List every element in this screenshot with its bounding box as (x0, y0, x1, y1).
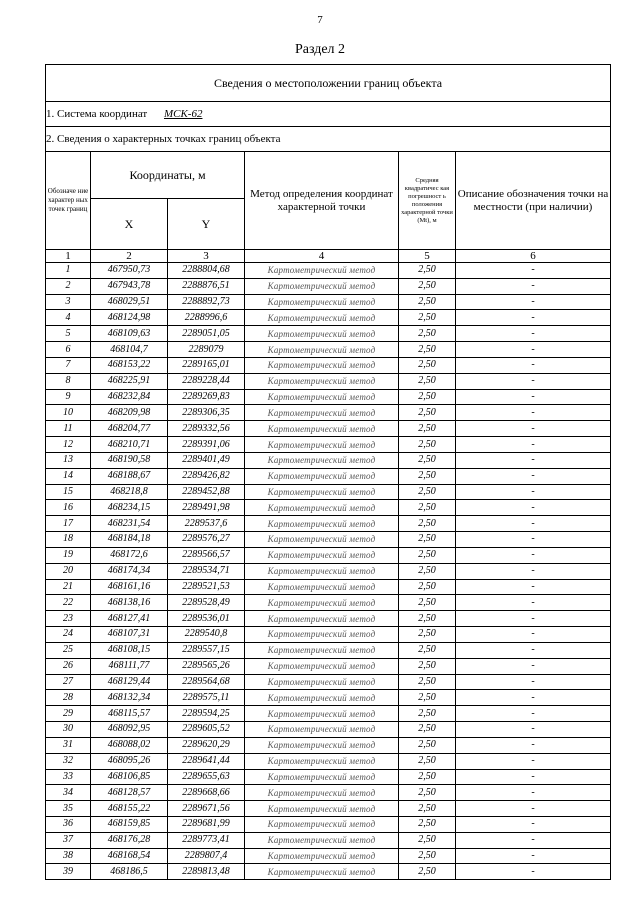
method-cell: Картометрический метод (245, 389, 399, 405)
error-cell: 2,50 (399, 658, 456, 674)
coord-y: 2289564,68 (168, 674, 245, 690)
table-row (46, 595, 611, 611)
coord-y: 2288996,6 (168, 310, 245, 326)
error-cell: 2,50 (399, 310, 456, 326)
method-cell: Картометрический метод (245, 595, 399, 611)
method-cell: Картометрический метод (245, 627, 399, 643)
point-number: 4 (46, 310, 91, 326)
coord-y: 2289306,35 (168, 405, 245, 421)
table-row (46, 627, 611, 643)
point-number: 12 (46, 437, 91, 453)
error-cell: 2,50 (399, 706, 456, 722)
coord-x: 468209,98 (91, 405, 168, 421)
coord-x: 468128,57 (91, 785, 168, 801)
description-cell: - (456, 785, 611, 801)
table-row (46, 706, 611, 722)
coord-x: 468108,15 (91, 642, 168, 658)
description-cell: - (456, 658, 611, 674)
coord-x: 468232,84 (91, 389, 168, 405)
method-cell: Картометрический метод (245, 563, 399, 579)
header-method: Метод определения координат характерной точки (245, 152, 399, 250)
method-cell: Картометрический метод (245, 658, 399, 674)
coord-x: 468218,8 (91, 484, 168, 500)
point-number: 5 (46, 326, 91, 342)
coord-y: 2289813,48 (168, 864, 245, 880)
error-cell: 2,50 (399, 357, 456, 373)
coord-y: 2289426,82 (168, 468, 245, 484)
error-cell: 2,50 (399, 563, 456, 579)
method-cell: Картометрический метод (245, 832, 399, 848)
table-row (46, 832, 611, 848)
error-cell: 2,50 (399, 484, 456, 500)
error-cell: 2,50 (399, 832, 456, 848)
point-number: 22 (46, 595, 91, 611)
column-number: 5 (399, 250, 456, 263)
table-row (46, 342, 611, 358)
column-number: 3 (168, 250, 245, 263)
coord-x: 468159,85 (91, 816, 168, 832)
points-section-label: 2. Сведения о характерных точках границ объекта (46, 127, 611, 152)
table-row (46, 405, 611, 421)
description-cell: - (456, 389, 611, 405)
coord-x: 468174,34 (91, 563, 168, 579)
coord-x: 468127,41 (91, 611, 168, 627)
coord-x: 468210,71 (91, 437, 168, 453)
method-cell: Картометрический метод (245, 642, 399, 658)
table-row (46, 263, 611, 279)
coord-x: 468161,16 (91, 579, 168, 595)
table-row (46, 468, 611, 484)
method-cell: Картометрический метод (245, 373, 399, 389)
method-cell: Картометрический метод (245, 326, 399, 342)
method-cell: Картометрический метод (245, 547, 399, 563)
error-cell: 2,50 (399, 785, 456, 801)
coord-x: 468184,18 (91, 532, 168, 548)
coord-y: 2289536,01 (168, 611, 245, 627)
coord-x: 468088,02 (91, 737, 168, 753)
column-number: 4 (245, 250, 399, 263)
coordinate-system-value: МСК-62 (163, 108, 203, 120)
coord-x: 468115,57 (91, 706, 168, 722)
coord-y: 2288892,73 (168, 294, 245, 310)
method-cell: Картометрический метод (245, 452, 399, 468)
description-cell: - (456, 326, 611, 342)
error-cell: 2,50 (399, 816, 456, 832)
coord-y: 2289671,56 (168, 801, 245, 817)
description-cell: - (456, 310, 611, 326)
coord-y: 2289681,99 (168, 816, 245, 832)
error-cell: 2,50 (399, 674, 456, 690)
description-cell: - (456, 357, 611, 373)
coordinate-system-row (46, 102, 611, 127)
error-cell: 2,50 (399, 389, 456, 405)
coord-y: 2289594,25 (168, 706, 245, 722)
table-row (46, 753, 611, 769)
description-cell: - (456, 832, 611, 848)
point-number: 13 (46, 452, 91, 468)
description-cell: - (456, 437, 611, 453)
table-row (46, 547, 611, 563)
description-cell: - (456, 737, 611, 753)
point-number: 29 (46, 706, 91, 722)
method-cell: Картометрический метод (245, 722, 399, 738)
description-cell: - (456, 500, 611, 516)
coord-x: 468231,54 (91, 516, 168, 532)
table-row (46, 769, 611, 785)
table-row (46, 642, 611, 658)
description-cell: - (456, 769, 611, 785)
coord-x: 468111,77 (91, 658, 168, 674)
error-cell: 2,50 (399, 611, 456, 627)
method-cell: Картометрический метод (245, 484, 399, 500)
coord-y: 2288804,68 (168, 263, 245, 279)
error-cell: 2,50 (399, 516, 456, 532)
point-number: 8 (46, 373, 91, 389)
method-cell: Картометрический метод (245, 532, 399, 548)
coord-y: 2289269,83 (168, 389, 245, 405)
coord-x: 468153,22 (91, 357, 168, 373)
method-cell: Картометрический метод (245, 421, 399, 437)
coord-y: 2289540,8 (168, 627, 245, 643)
point-number: 7 (46, 357, 91, 373)
error-cell: 2,50 (399, 405, 456, 421)
coord-y: 2289537,6 (168, 516, 245, 532)
coord-x: 468188,67 (91, 468, 168, 484)
description-cell: - (456, 294, 611, 310)
column-number: 6 (456, 250, 611, 263)
table-row (46, 452, 611, 468)
method-cell: Картометрический метод (245, 342, 399, 358)
coord-y: 2289773,41 (168, 832, 245, 848)
point-number: 25 (46, 642, 91, 658)
error-cell: 2,50 (399, 722, 456, 738)
error-cell: 2,50 (399, 532, 456, 548)
coord-x: 468225,91 (91, 373, 168, 389)
table-row (46, 658, 611, 674)
error-cell: 2,50 (399, 848, 456, 864)
point-number: 33 (46, 769, 91, 785)
table-row (46, 816, 611, 832)
coord-y: 2289641,44 (168, 753, 245, 769)
method-cell: Картометрический метод (245, 674, 399, 690)
description-cell: - (456, 674, 611, 690)
error-cell: 2,50 (399, 500, 456, 516)
description-cell: - (456, 532, 611, 548)
point-number: 14 (46, 468, 91, 484)
point-number: 26 (46, 658, 91, 674)
header-point-id: Обозначе ние характер ных точек границ (46, 152, 91, 250)
point-number: 3 (46, 294, 91, 310)
coord-y: 2289575,11 (168, 690, 245, 706)
point-number: 16 (46, 500, 91, 516)
point-number: 21 (46, 579, 91, 595)
point-number: 17 (46, 516, 91, 532)
error-cell: 2,50 (399, 753, 456, 769)
error-cell: 2,50 (399, 642, 456, 658)
header-x: X (91, 199, 168, 250)
coord-y: 2288876,51 (168, 278, 245, 294)
table-row (46, 326, 611, 342)
method-cell: Картометрический метод (245, 706, 399, 722)
coord-y: 2289576,27 (168, 532, 245, 548)
error-cell: 2,50 (399, 769, 456, 785)
header-error: Средняя квадратичес кая погрешност ь положения характерной точки (Mt), м (399, 152, 456, 250)
description-cell: - (456, 627, 611, 643)
method-cell: Картометрический метод (245, 405, 399, 421)
column-number: 1 (46, 250, 91, 263)
error-cell: 2,50 (399, 595, 456, 611)
method-cell: Картометрический метод (245, 310, 399, 326)
method-cell: Картометрический метод (245, 294, 399, 310)
description-cell: - (456, 579, 611, 595)
point-number: 27 (46, 674, 91, 690)
method-cell: Картометрический метод (245, 690, 399, 706)
table-row (46, 373, 611, 389)
coord-x: 468172,6 (91, 547, 168, 563)
coord-y: 2289534,71 (168, 563, 245, 579)
coord-y: 2289452,88 (168, 484, 245, 500)
table-row (46, 848, 611, 864)
description-cell: - (456, 690, 611, 706)
coord-y: 2289566,57 (168, 547, 245, 563)
error-cell: 2,50 (399, 263, 456, 279)
description-cell: - (456, 753, 611, 769)
table-title: Сведения о местоположении границ объекта (46, 65, 611, 102)
method-cell: Картометрический метод (245, 278, 399, 294)
page-number: 7 (317, 14, 323, 26)
coordinate-system-label: 1. Система координат (46, 108, 148, 120)
coord-y: 2289668,66 (168, 785, 245, 801)
description-cell: - (456, 816, 611, 832)
table-row (46, 516, 611, 532)
method-cell: Картометрический метод (245, 579, 399, 595)
header-y: Y (168, 199, 245, 250)
description-cell: - (456, 722, 611, 738)
point-number: 15 (46, 484, 91, 500)
description-cell: - (456, 373, 611, 389)
error-cell: 2,50 (399, 864, 456, 880)
method-cell: Картометрический метод (245, 500, 399, 516)
table-row (46, 785, 611, 801)
coord-y: 2289605,52 (168, 722, 245, 738)
coord-y: 2289165,01 (168, 357, 245, 373)
coord-x: 468186,5 (91, 864, 168, 880)
error-cell: 2,50 (399, 421, 456, 437)
point-number: 1 (46, 263, 91, 279)
coord-y: 2289528,49 (168, 595, 245, 611)
point-number: 32 (46, 753, 91, 769)
method-cell: Картометрический метод (245, 737, 399, 753)
table-row (46, 579, 611, 595)
description-cell: - (456, 848, 611, 864)
description-cell: - (456, 452, 611, 468)
method-cell: Картометрический метод (245, 785, 399, 801)
header-description: Описание обозначения точки на местности (при наличии) (456, 152, 611, 250)
coord-x: 468190,58 (91, 452, 168, 468)
method-cell: Картометрический метод (245, 611, 399, 627)
table-row (46, 563, 611, 579)
error-cell: 2,50 (399, 627, 456, 643)
table-row (46, 357, 611, 373)
section-title: Раздел 2 (294, 42, 346, 57)
table-row (46, 421, 611, 437)
table-row (46, 722, 611, 738)
method-cell: Картометрический метод (245, 263, 399, 279)
description-cell: - (456, 468, 611, 484)
table-row (46, 484, 611, 500)
coord-x: 468138,16 (91, 595, 168, 611)
coord-y: 2289491,98 (168, 500, 245, 516)
error-cell: 2,50 (399, 579, 456, 595)
point-number: 19 (46, 547, 91, 563)
method-cell: Картометрический метод (245, 801, 399, 817)
point-number: 23 (46, 611, 91, 627)
description-cell: - (456, 706, 611, 722)
table-row (46, 737, 611, 753)
coord-x: 468132,34 (91, 690, 168, 706)
coord-x: 468109,63 (91, 326, 168, 342)
coord-x: 468176,28 (91, 832, 168, 848)
point-number: 39 (46, 864, 91, 880)
coord-x: 468095,26 (91, 753, 168, 769)
coord-y: 2289565,26 (168, 658, 245, 674)
point-number: 30 (46, 722, 91, 738)
description-cell: - (456, 263, 611, 279)
coord-y: 2289051,05 (168, 326, 245, 342)
error-cell: 2,50 (399, 326, 456, 342)
coord-x: 468106,85 (91, 769, 168, 785)
table-row (46, 437, 611, 453)
coord-x: 468124,98 (91, 310, 168, 326)
table-row (46, 532, 611, 548)
method-cell: Картометрический метод (245, 848, 399, 864)
description-cell: - (456, 405, 611, 421)
method-cell: Картометрический метод (245, 816, 399, 832)
error-cell: 2,50 (399, 468, 456, 484)
column-number: 2 (91, 250, 168, 263)
method-cell: Картометрический метод (245, 437, 399, 453)
table-row (46, 500, 611, 516)
table-row (46, 674, 611, 690)
method-cell: Картометрический метод (245, 516, 399, 532)
description-cell: - (456, 864, 611, 880)
point-number: 18 (46, 532, 91, 548)
point-number: 34 (46, 785, 91, 801)
method-cell: Картометрический метод (245, 357, 399, 373)
point-number: 20 (46, 563, 91, 579)
coord-y: 2289521,53 (168, 579, 245, 595)
method-cell: Картометрический метод (245, 864, 399, 880)
coord-y: 2289401,49 (168, 452, 245, 468)
coord-y: 2289228,44 (168, 373, 245, 389)
coord-x: 468029,51 (91, 294, 168, 310)
error-cell: 2,50 (399, 801, 456, 817)
coord-x: 468092,95 (91, 722, 168, 738)
table-row (46, 278, 611, 294)
coord-x: 467943,78 (91, 278, 168, 294)
coord-y: 2289557,15 (168, 642, 245, 658)
point-number: 9 (46, 389, 91, 405)
error-cell: 2,50 (399, 452, 456, 468)
table-row (46, 690, 611, 706)
coord-x: 468168,54 (91, 848, 168, 864)
description-cell: - (456, 801, 611, 817)
table-row (46, 389, 611, 405)
table-row (46, 310, 611, 326)
description-cell: - (456, 342, 611, 358)
coord-y: 2289807,4 (168, 848, 245, 864)
description-cell: - (456, 516, 611, 532)
coord-y: 2289079 (168, 342, 245, 358)
point-number: 2 (46, 278, 91, 294)
table-row (46, 801, 611, 817)
point-number: 38 (46, 848, 91, 864)
method-cell: Картометрический метод (245, 769, 399, 785)
coord-y: 2289655,63 (168, 769, 245, 785)
description-cell: - (456, 563, 611, 579)
description-cell: - (456, 421, 611, 437)
column-number-row (46, 250, 611, 263)
coord-x: 468107,31 (91, 627, 168, 643)
description-cell: - (456, 642, 611, 658)
point-number: 6 (46, 342, 91, 358)
coord-x: 467950,73 (91, 263, 168, 279)
table-row (46, 611, 611, 627)
coord-y: 2289620,29 (168, 737, 245, 753)
description-cell: - (456, 595, 611, 611)
point-number: 28 (46, 690, 91, 706)
point-number: 31 (46, 737, 91, 753)
method-cell: Картометрический метод (245, 753, 399, 769)
error-cell: 2,50 (399, 737, 456, 753)
boundary-table (45, 64, 611, 880)
error-cell: 2,50 (399, 437, 456, 453)
description-cell: - (456, 611, 611, 627)
error-cell: 2,50 (399, 690, 456, 706)
table-row (46, 864, 611, 880)
error-cell: 2,50 (399, 547, 456, 563)
point-number: 10 (46, 405, 91, 421)
point-number: 37 (46, 832, 91, 848)
coord-y: 2289391,06 (168, 437, 245, 453)
error-cell: 2,50 (399, 373, 456, 389)
coord-x: 468204,77 (91, 421, 168, 437)
error-cell: 2,50 (399, 294, 456, 310)
coord-y: 2289332,56 (168, 421, 245, 437)
error-cell: 2,50 (399, 278, 456, 294)
point-number: 11 (46, 421, 91, 437)
coord-x: 468234,15 (91, 500, 168, 516)
coord-x: 468155,22 (91, 801, 168, 817)
coord-x: 468129,44 (91, 674, 168, 690)
point-number: 36 (46, 816, 91, 832)
point-number: 24 (46, 627, 91, 643)
description-cell: - (456, 278, 611, 294)
point-number: 35 (46, 801, 91, 817)
description-cell: - (456, 547, 611, 563)
method-cell: Картометрический метод (245, 468, 399, 484)
description-cell: - (456, 484, 611, 500)
header-coords: Координаты, м (91, 152, 245, 199)
coord-x: 468104,7 (91, 342, 168, 358)
table-row (46, 294, 611, 310)
error-cell: 2,50 (399, 342, 456, 358)
